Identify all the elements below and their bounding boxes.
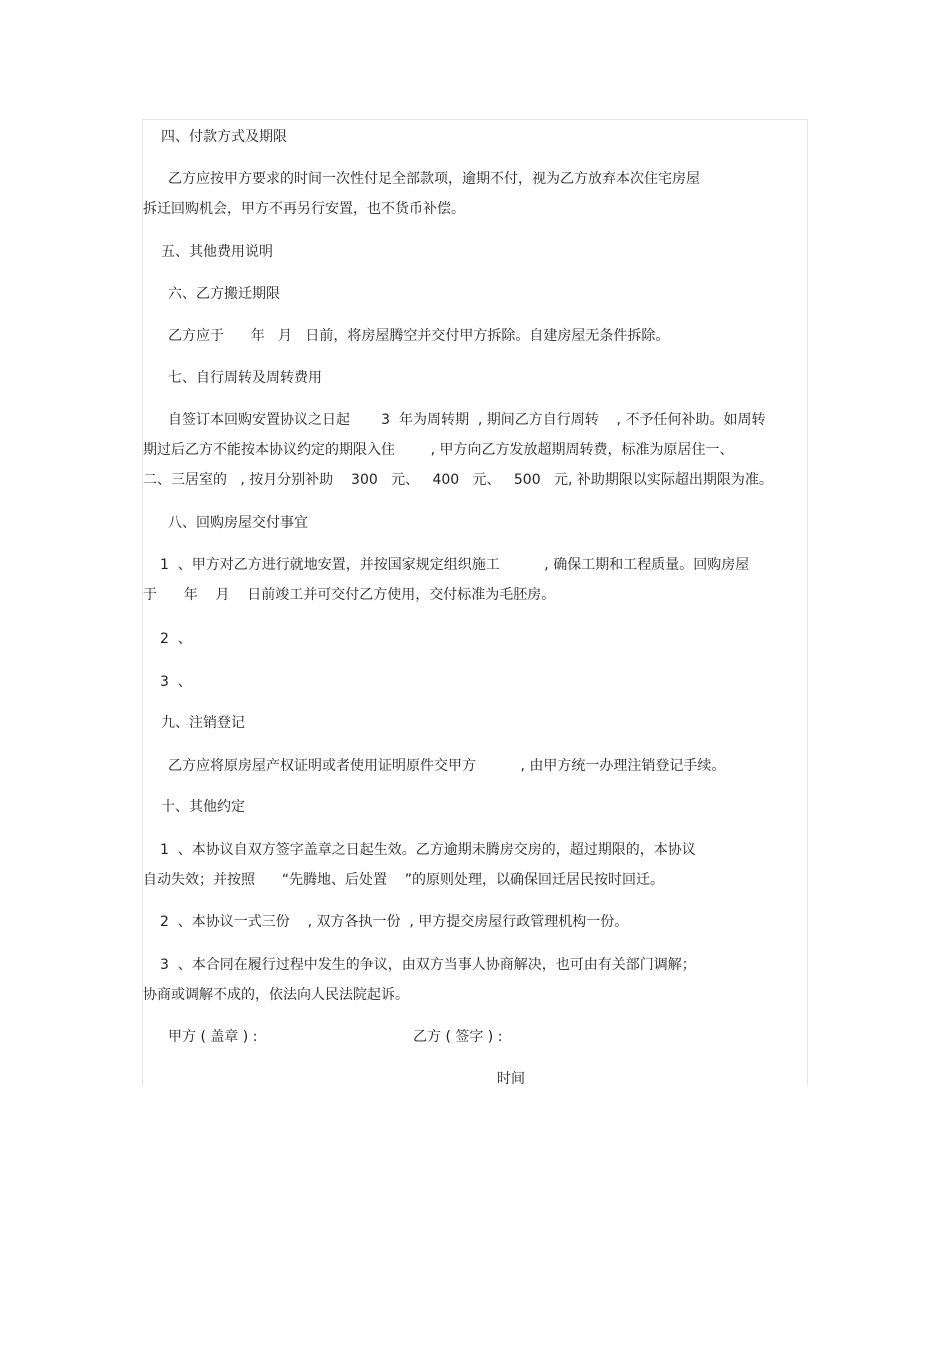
section-heading-other-fees: 五、其他费用说明 [161,244,273,260]
list-item: 1 、甲方对乙方进行就地安置，并按国家规定组织施工 , 确保工期和工程质量。回购房屋 [160,557,750,573]
paragraph-line: 乙方应将原房屋产权证明或者使用证明原件交甲方 , 由甲方统一办理注销登记手续。 [168,758,726,774]
paragraph-line: 乙方应于 年 月 日前，将房屋腾空并交付甲方拆除。自建房屋无条件拆除。 [168,328,670,344]
section-heading-temporary-housing: 七、自行周转及周转费用 [168,370,322,386]
paragraph-line: 二、三居室的 , 按月分别补助 300 元、 400 元、 500 元, 补助期限以实际超出期限为准。 [143,472,773,488]
paragraph-line: 自签订本回购安置协议之日起 3 年为周转期 , 期间乙方自行周转 , 不予任何补助。如周转 [168,412,766,428]
list-item: 3 、 [160,674,192,690]
section-heading-deregistration: 九、注销登记 [161,715,245,731]
paragraph-line: 自动失效；并按照 “先腾地、后处置 ”的原则处理，以确保回迁居民按时回迁。 [143,872,665,888]
date-label: 时间 [497,1071,525,1087]
paragraph-line: 协商或调解不成的，依法向人民法院起诉。 [143,987,409,1003]
section-heading-other-terms: 十、其他约定 [161,799,245,815]
paragraph-line: 拆迁回购机会，甲方不再另行安置，也不货币补偿。 [143,201,465,217]
section-heading-payment: 四、付款方式及期限 [161,129,287,145]
party-a-signature-label: 甲方 ( 盖章 ) : [168,1029,258,1045]
section-heading-handover: 八、回购房屋交付事宜 [168,515,308,531]
list-item: 2 、 [160,631,192,647]
list-item: 1 、本协议自双方签字盖章之日起生效。乙方逾期未腾房交房的，超过期限的，本协议 [160,842,696,858]
section-heading-relocation-deadline: 六、乙方搬迁期限 [168,286,280,302]
paragraph-line: 乙方应按甲方要求的时间一次性付足全部款项，逾期不付，视为乙方放弃本次住宅房屋 [168,171,700,187]
paragraph-line: 于 年 月 日前竣工并可交付乙方使用，交付标准为毛胚房。 [143,587,556,603]
list-item: 3 、本合同在履行过程中发生的争议，由双方当事人协商解决，也可由有关部门调解； [160,957,696,973]
party-b-signature-label: 乙方 ( 签字 ) : [413,1029,503,1045]
paragraph-line: 期过后乙方不能按本协议约定的期限入住 , 甲方向乙方发放超期周转费，标准为原居住一、 [143,442,734,458]
list-item: 2 、本协议一式三份 , 双方各执一份 , 甲方提交房屋行政管理机构一份。 [160,914,629,930]
